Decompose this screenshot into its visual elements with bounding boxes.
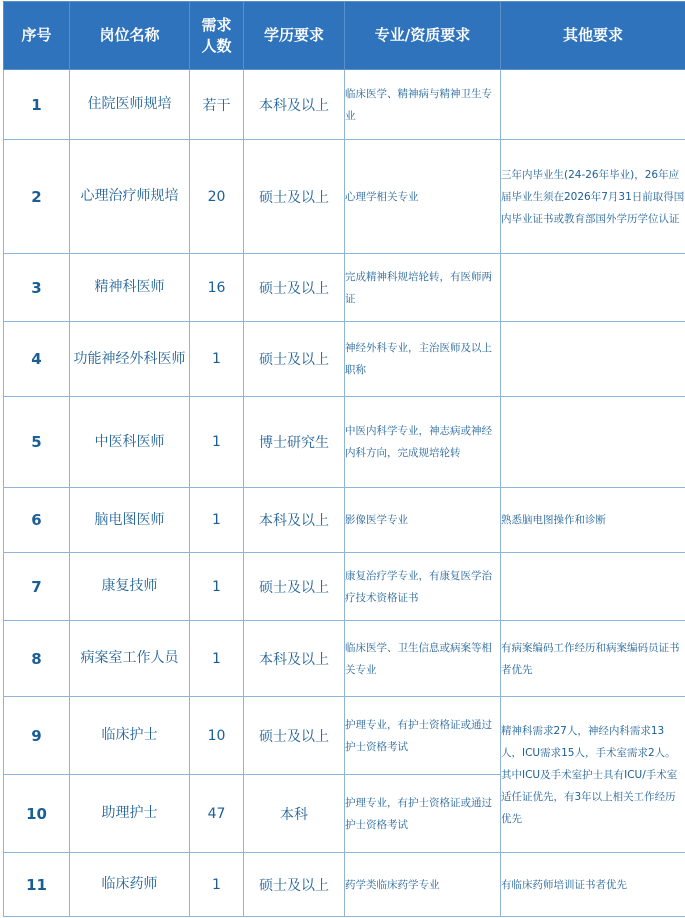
table-row [4, 621, 685, 697]
table-row [4, 322, 685, 397]
education-requirement: 硕士及以上 [244, 254, 345, 322]
major-requirement: 康复治疗学专业，有康复医学治疗技术资格证书 [345, 553, 501, 621]
major-requirement: 中医内科学专业，神志病或神经内科方向，完成规培轮转 [345, 397, 501, 488]
position-name: 功能神经外科医师 [70, 322, 190, 397]
other-requirement [501, 397, 685, 488]
row-num: 7 [4, 553, 70, 621]
row-num: 11 [4, 853, 70, 917]
row-num: 9 [4, 697, 70, 775]
other-requirement [501, 322, 685, 397]
position-name: 助理护士 [70, 775, 190, 853]
header-count-line1: 需求 [201, 15, 232, 34]
education-requirement: 本科 [244, 775, 345, 853]
education-requirement: 本科及以上 [244, 621, 345, 697]
headcount: 10 [190, 697, 244, 775]
table-row [4, 853, 685, 917]
headcount: 1 [190, 488, 244, 553]
education-requirement: 本科及以上 [244, 70, 345, 140]
header-other: 其他要求 [501, 2, 685, 70]
education-requirement: 硕士及以上 [244, 697, 345, 775]
position-name: 临床药师 [70, 853, 190, 917]
headcount: 1 [190, 322, 244, 397]
position-name: 脑电图医师 [70, 488, 190, 553]
table-row [4, 254, 685, 322]
row-num: 6 [4, 488, 70, 553]
position-name: 康复技师 [70, 553, 190, 621]
position-name: 精神科医师 [70, 254, 190, 322]
headcount: 20 [190, 140, 244, 254]
other-requirement: 三年内毕业生(24-26年毕业)，26年应届毕业生须在2026年7月31日前取得国内毕业证书或教育部国外学历学位认证 [501, 140, 685, 254]
position-name: 中医科医师 [70, 397, 190, 488]
position-name: 心理治疗师规培 [70, 140, 190, 254]
table-row [4, 488, 685, 553]
major-requirement: 临床医学、卫生信息或病案等相关专业 [345, 621, 501, 697]
major-requirement: 护理专业，有护士资格证或通过护士资格考试 [345, 775, 501, 853]
education-requirement: 硕士及以上 [244, 853, 345, 917]
position-name: 病案室工作人员 [70, 621, 190, 697]
major-requirement: 心理学相关专业 [345, 140, 501, 254]
header-count [190, 2, 244, 70]
row-num: 8 [4, 621, 70, 697]
header-education: 学历要求 [244, 2, 345, 70]
education-requirement: 硕士及以上 [244, 553, 345, 621]
other-requirement [501, 553, 685, 621]
major-requirement: 药学类临床药学专业 [345, 853, 501, 917]
headcount: 1 [190, 621, 244, 697]
education-requirement: 本科及以上 [244, 488, 345, 553]
headcount: 1 [190, 853, 244, 917]
table-row [4, 553, 685, 621]
major-requirement: 完成精神科规培轮转，有医师两证 [345, 254, 501, 322]
headcount: 16 [190, 254, 244, 322]
table-row [4, 397, 685, 488]
row-num: 10 [4, 775, 70, 853]
row-num: 1 [4, 70, 70, 140]
header-num: 序号 [4, 2, 70, 70]
header-count-line2: 人数 [201, 36, 232, 55]
other-requirement [501, 70, 685, 140]
other-requirement: 有病案编码工作经历和病案编码员证书者优先 [501, 621, 685, 697]
major-requirement: 护理专业，有护士资格证或通过护士资格考试 [345, 697, 501, 775]
other-requirement: 熟悉脑电图操作和诊断 [501, 488, 685, 553]
major-requirement: 影像医学专业 [345, 488, 501, 553]
header-major: 专业/资质要求 [345, 2, 501, 70]
other-requirement: 精神科需求27人，神经内科需求13人，ICU需求15人，手术室需求2人。其中ICU及手术室护士具有ICU/手术室适任证优先，有3年以上相关工作经历优先 [501, 697, 685, 853]
recruitment-table [3, 1, 685, 917]
table-row [4, 70, 685, 140]
table-row [4, 697, 685, 775]
headcount: 若干 [190, 70, 244, 140]
other-requirement: 有临床药师培训证书者优先 [501, 853, 685, 917]
headcount: 47 [190, 775, 244, 853]
headcount: 1 [190, 553, 244, 621]
row-num: 3 [4, 254, 70, 322]
header-name: 岗位名称 [70, 2, 190, 70]
table-row [4, 140, 685, 254]
row-num: 4 [4, 322, 70, 397]
major-requirement: 神经外科专业，主治医师及以上职称 [345, 322, 501, 397]
headcount: 1 [190, 397, 244, 488]
education-requirement: 博士研究生 [244, 397, 345, 488]
row-num: 2 [4, 140, 70, 254]
education-requirement: 硕士及以上 [244, 322, 345, 397]
row-num: 5 [4, 397, 70, 488]
major-requirement: 临床医学、精神病与精神卫生专业 [345, 70, 501, 140]
other-requirement [501, 254, 685, 322]
education-requirement: 硕士及以上 [244, 140, 345, 254]
position-name: 临床护士 [70, 697, 190, 775]
position-name: 住院医师规培 [70, 70, 190, 140]
header-row [4, 2, 685, 70]
